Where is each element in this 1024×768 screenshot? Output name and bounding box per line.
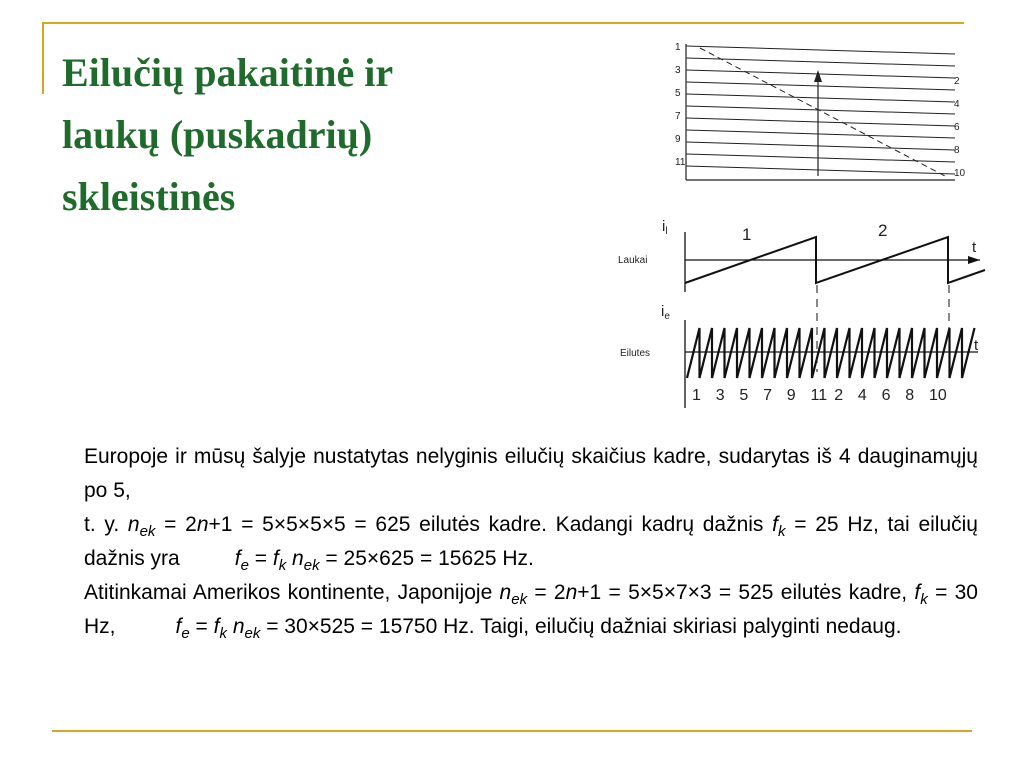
title-line-2: laukų (puskadrių)	[62, 112, 373, 157]
raster-left-number: 3	[675, 65, 681, 76]
p2-ek: ek	[139, 523, 156, 541]
p2-ek2: ek	[303, 557, 320, 575]
raster-left-number: 7	[675, 111, 681, 122]
p2-k: k	[778, 523, 786, 541]
line-sequence	[692, 387, 947, 404]
p3-ek: ek	[511, 591, 528, 609]
raster-diagonal-retrace	[700, 48, 945, 176]
p2-n: n	[127, 513, 140, 536]
p2-e: e	[240, 557, 249, 575]
p2-end: = 25×625 = 15625 Hz.	[325, 547, 534, 570]
p2-start: t. y.	[84, 513, 120, 536]
line-axis-label: $i_e$	[661, 303, 670, 322]
line-sawtooth	[687, 328, 975, 378]
raster-scan-line	[686, 82, 955, 90]
line-sequence-number: 10	[929, 387, 947, 404]
p2-nek: n	[292, 547, 304, 570]
p3-f: f	[914, 581, 921, 604]
raster-right-number: 10	[954, 168, 966, 179]
p2-fe: f	[234, 547, 241, 570]
p3-start: Atitinkamai Amerikos kontinente, Japonijoje	[84, 581, 493, 604]
line-sequence-number: 5	[739, 387, 749, 404]
p3-fk: f	[213, 615, 220, 638]
title-line-1: Eilučių pakaitinė ir	[62, 50, 394, 95]
field-label: Laukai	[618, 255, 648, 266]
title-line-3: skleistinės	[62, 174, 236, 219]
p3-fe: f	[175, 615, 182, 638]
line-sequence-number: 2	[834, 387, 844, 404]
bottom-rule	[52, 730, 972, 732]
p3-ek2: ek	[244, 625, 261, 643]
line-sequence-number: 4	[857, 387, 867, 404]
p3-hz: = 30 Hz,	[84, 581, 978, 638]
raster-left-number: 11	[675, 157, 686, 168]
raster-scan-line	[686, 166, 955, 174]
p2-mid: +1 = 5×5×5×5 = 625 eilutės kadre. Kadangi kadrų dažnis	[208, 513, 764, 536]
p2-fk: f	[272, 547, 279, 570]
retrace-arrow-icon	[814, 70, 822, 82]
p3-n2: n	[565, 581, 578, 604]
waveform-diagram	[685, 232, 985, 408]
raster-scan-line	[686, 118, 955, 126]
raster-right-number: 6	[954, 122, 960, 133]
p3-eq1: = 2	[534, 581, 566, 604]
field-number-1: 1	[742, 225, 752, 244]
raster-scan-line	[686, 46, 955, 54]
raster-scan-line	[686, 94, 955, 102]
p2-eq2: =	[254, 547, 268, 570]
p1-text: Europoje ir mūsų šalyje nustatytas nelyginis eilučių skaičius kadre, sudarytas iš 4 dauginamųjų po 5,	[84, 445, 978, 502]
raster-scan-line	[686, 106, 955, 114]
line-sequence-number: 9	[786, 387, 796, 404]
line-sequence-number: 6	[881, 387, 891, 404]
raster-diagram	[686, 44, 955, 180]
field-time-arrow-icon	[968, 256, 980, 264]
p2-eq1: = 2	[164, 513, 197, 536]
line-sequence-number: 11	[810, 387, 828, 404]
line-sequence-number: 8	[905, 387, 915, 404]
p3-k2: k	[219, 625, 227, 643]
raster-left-number: 1	[675, 42, 681, 53]
raster-scan-lines	[686, 46, 955, 174]
line-sequence-number: 1	[692, 387, 701, 404]
p3-n: n	[499, 581, 512, 604]
raster-left-number: 5	[675, 88, 681, 99]
paragraph-europe	[54, 440, 978, 508]
line-time-label: t	[974, 337, 979, 354]
p3-k: k	[920, 591, 928, 609]
p2-f: f	[772, 513, 779, 536]
line-sequence-number: 7	[763, 387, 773, 404]
paragraph-formula	[54, 508, 978, 576]
raster-scan-line	[686, 142, 955, 150]
raster-scan-line	[686, 58, 955, 66]
line-sequence-number: 3	[715, 387, 725, 404]
raster-left-number: 9	[675, 134, 681, 145]
p3-end: = 30×525 = 15750 Hz. Taigi, eilučių dažniai skiriasi palyginti nedaug.	[266, 615, 902, 638]
p3-e: e	[181, 625, 190, 643]
raster-right-number: 2	[954, 76, 960, 87]
field-number-2: 2	[878, 221, 888, 240]
raster-scan-line	[686, 130, 955, 138]
raster-right-number: 4	[954, 99, 960, 110]
p3-mid: +1 = 5×5×7×3 = 525 eilutės kadre,	[577, 581, 908, 604]
body-text	[54, 440, 978, 644]
p3-nek: n	[232, 615, 245, 638]
p3-eq2: =	[195, 615, 208, 638]
p2-k2: k	[278, 557, 287, 575]
line-label: Eilutes	[620, 348, 651, 359]
field-axis-label: $i_l$	[662, 218, 668, 237]
paragraph-america	[54, 576, 978, 644]
p2-rest: = 25 Hz, tai eilučių dažnis yra	[84, 513, 978, 570]
raster-scan-line	[686, 154, 955, 162]
field-time-label: t	[972, 239, 977, 256]
raster-scan-line	[686, 70, 955, 78]
raster-right-number: 8	[954, 145, 960, 156]
p2-n2: n	[196, 513, 209, 536]
